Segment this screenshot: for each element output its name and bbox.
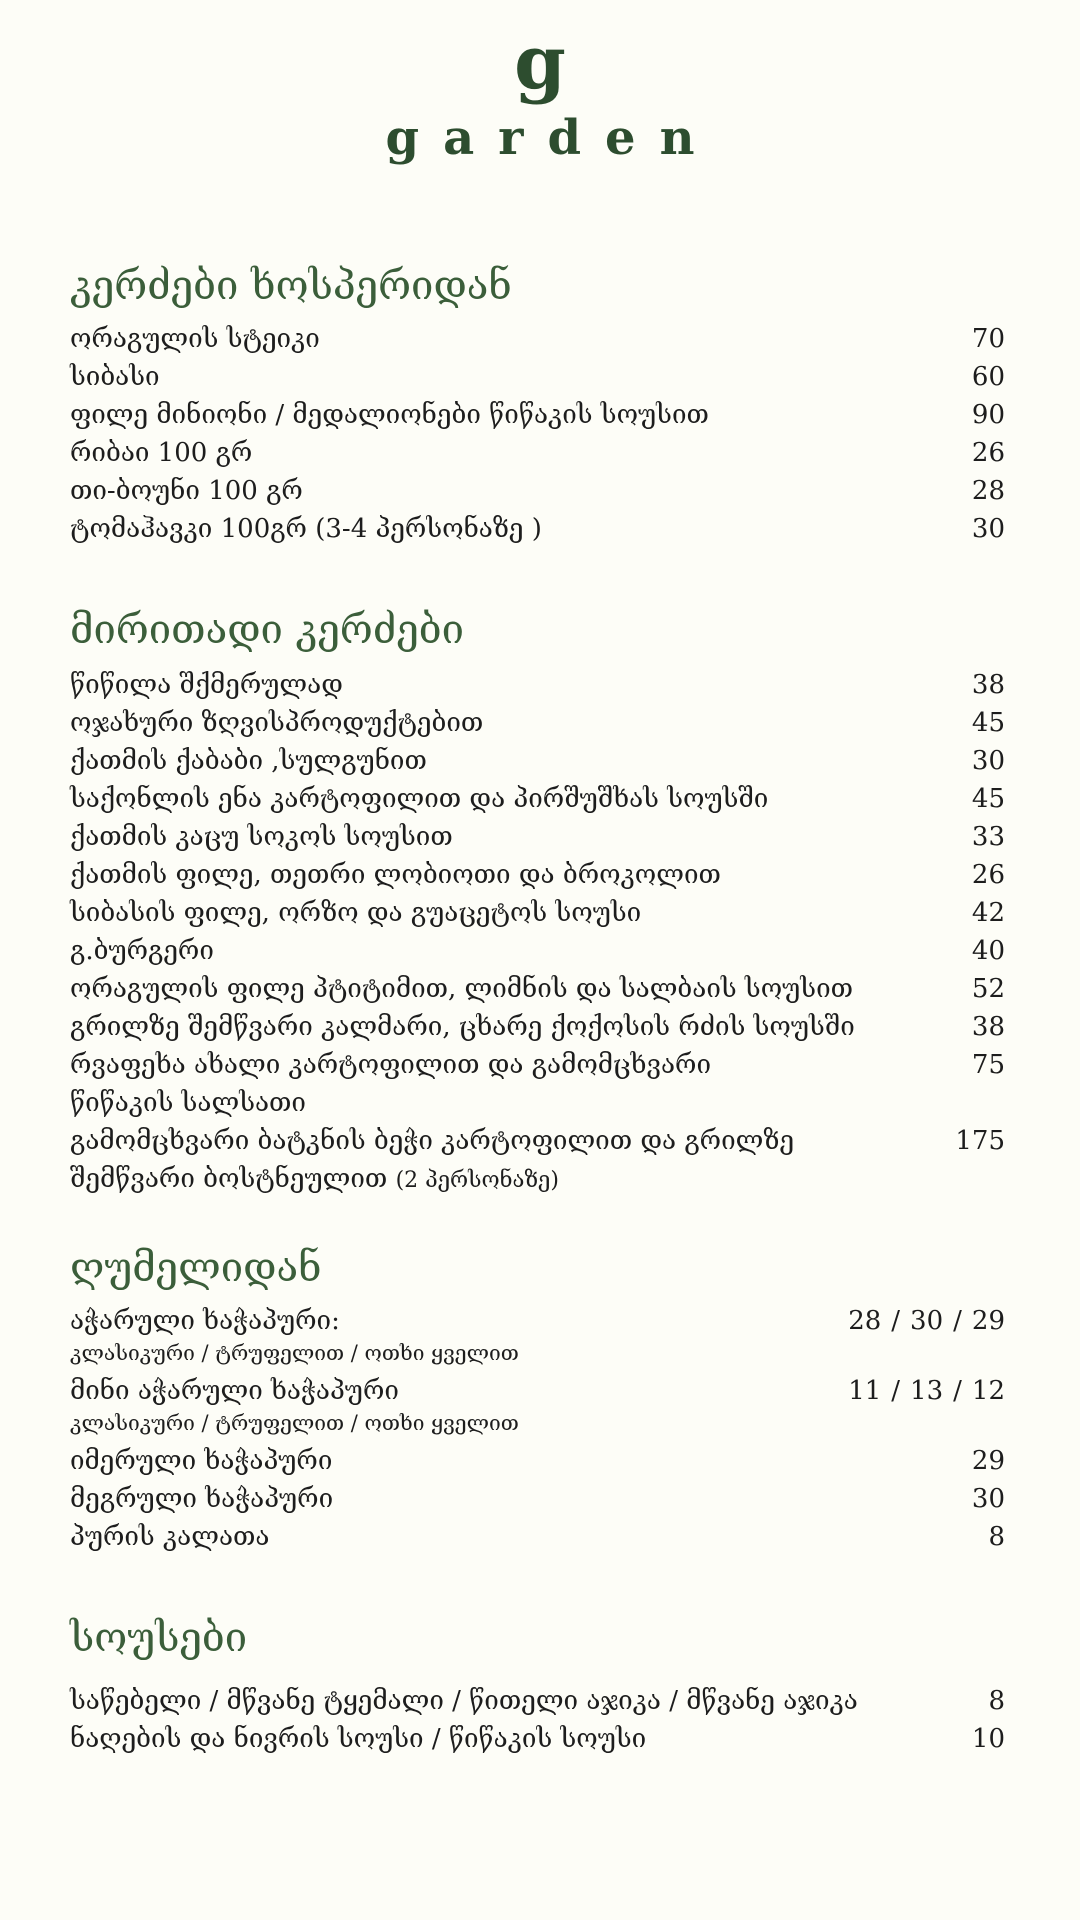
menu-item [70, 358, 1005, 396]
menu-item [70, 320, 1005, 358]
item-name [70, 1372, 848, 1438]
item-name: ქათმის ქაბაბი ,სულგუნით [70, 746, 427, 776]
item-price: 29 [971, 1446, 1005, 1476]
item-name: რვაფეხა ახალი კარტოფილით და გამომცხვარი წიწაკის სალსათი [70, 1050, 711, 1118]
section-title: კერძები ხოსპერიდან [70, 263, 512, 309]
menu-item [70, 894, 1005, 932]
item-price: 90 [971, 400, 1005, 430]
menu-item [70, 1720, 1005, 1758]
item-name [70, 1302, 848, 1368]
item-price: 30 [971, 1484, 1005, 1514]
item-price-group [848, 1302, 1005, 1340]
menu-item [70, 472, 1005, 510]
menu-item [70, 1442, 1005, 1480]
item-price: 33 [971, 822, 1005, 852]
item-name: გრილზე შემწვარი კალმარი, ცხარე ქოქოსის რძის სოუსში [70, 1012, 855, 1042]
item-name: სიბასის ფილე, ორზო და გუაცეტოს სოუსი [70, 898, 642, 928]
item-price: 28 [971, 476, 1005, 506]
menu-item [70, 1122, 1005, 1200]
item-name: ორაგულის სტეიკი [70, 324, 320, 354]
item-name [70, 1122, 884, 1200]
logo-mark: g [514, 20, 566, 106]
item-price: 42 [971, 898, 1005, 928]
item-name: ფილე მინიონი / მედალიონები წიწაკის სოუსით [70, 400, 709, 430]
price-truffle: 30 [910, 1306, 944, 1336]
price-classic: 28 [848, 1306, 882, 1336]
item-price: 175 [955, 1126, 1005, 1156]
item-name: ტომაჰავკი 100გრ (3-4 პერსონაზე ) [70, 514, 542, 544]
menu-section-sauces [70, 1608, 1005, 1758]
menu-item [70, 704, 1005, 742]
menu-item [70, 818, 1005, 856]
price-truffle: 13 [910, 1376, 944, 1406]
item-price: 60 [971, 362, 1005, 392]
item-price: 70 [971, 324, 1005, 354]
section-title: ღუმელიდან [70, 1245, 322, 1291]
menu-item [70, 1518, 1005, 1556]
menu-item [70, 970, 1005, 1008]
item-price: 10 [971, 1724, 1005, 1754]
item-price: 52 [971, 974, 1005, 1004]
item-price: 26 [971, 860, 1005, 890]
item-price: 38 [971, 1012, 1005, 1042]
item-price: 8 [988, 1686, 1005, 1716]
menu-item [70, 856, 1005, 894]
item-name: ქათმის ფილე, თეთრი ლობიოთი და ბროკოლით [70, 860, 721, 890]
logo [0, 20, 1080, 166]
item-name-text: გამომცხვარი ბატკნის ბეჭი კარტოფილით და გრილზე შემწვარი ბოსტნეულით [70, 1126, 795, 1194]
item-name: ნაღების და ნივრის სოუსი / წიწაკის სოუსი [70, 1724, 647, 1754]
menu-section-main-dishes [70, 600, 1005, 1200]
menu-item [70, 1372, 1005, 1438]
item-price: 38 [971, 670, 1005, 700]
section-title: სოუსები [70, 1615, 248, 1661]
price-classic: 11 [848, 1376, 882, 1406]
item-name: წიწილა შქმერულად [70, 670, 343, 700]
price-four-cheese: 12 [971, 1376, 1005, 1406]
item-note: (2 პერსონაზე) [395, 1168, 559, 1193]
item-name: ქათმის კაცუ სოკოს სოუსით [70, 822, 453, 852]
price-four-cheese: 29 [971, 1306, 1005, 1336]
section-title: მირითადი კერძები [70, 607, 465, 653]
menu-item [70, 666, 1005, 704]
item-price: 30 [971, 746, 1005, 776]
menu-item [70, 1008, 1005, 1046]
menu-item [70, 1480, 1005, 1518]
item-price: 75 [971, 1050, 1005, 1080]
price-separator: / [891, 1376, 901, 1406]
menu-item [70, 742, 1005, 780]
menu-item [70, 932, 1005, 970]
item-name: ორაგულის ფილე პტიტიმით, ლიმნის და სალბაის სოუსით [70, 974, 854, 1004]
item-price: 40 [971, 936, 1005, 966]
item-name: გ.ბურგერი [70, 936, 214, 966]
item-name: რიბაი 100 გრ [70, 438, 253, 468]
price-separator: / [891, 1306, 901, 1336]
item-price-group [848, 1372, 1005, 1410]
price-separator: / [953, 1306, 962, 1336]
item-price: 45 [971, 708, 1005, 738]
menu-item [70, 780, 1005, 818]
logo-wordmark: garden [385, 110, 719, 166]
item-price: 45 [971, 784, 1005, 814]
item-name-text: მინი აჭარული ხაჭაპური [70, 1376, 399, 1406]
item-name: თი-ბოუნი 100 გრ [70, 476, 303, 506]
menu-item [70, 1302, 1005, 1368]
item-variants: კლასიკური / ტრუფელით / ოთხი ყველით [70, 1411, 519, 1435]
menu-section-grill [70, 256, 1005, 548]
item-name-text: აჭარული ხაჭაპური: [70, 1306, 340, 1336]
item-name: საწებელი / მწვანე ტყემალი / წითელი აჯიკა / მწვანე აჯიკა [70, 1686, 858, 1716]
menu-item [70, 510, 1005, 548]
item-name: ოჯახური ზღვისპროდუქტებით [70, 708, 484, 738]
item-price: 26 [971, 438, 1005, 468]
item-price: 30 [971, 514, 1005, 544]
menu-item [70, 434, 1005, 472]
item-price: 8 [988, 1522, 1005, 1552]
menu-item [70, 1046, 1005, 1122]
menu-item [70, 396, 1005, 434]
price-separator: / [953, 1376, 962, 1406]
item-name: მეგრული ხაჭაპური [70, 1484, 334, 1514]
menu-item [70, 1682, 1005, 1720]
item-name: საქონლის ენა კარტოფილით და პირშუშხას სოუსში [70, 784, 769, 814]
menu-section-oven [70, 1238, 1005, 1556]
item-variants: კლასიკური / ტრუფელით / ოთხი ყველით [70, 1341, 519, 1365]
item-name: სიბასი [70, 362, 160, 392]
item-name: პურის კალათა [70, 1522, 270, 1552]
item-name: იმერული ხაჭაპური [70, 1446, 333, 1476]
